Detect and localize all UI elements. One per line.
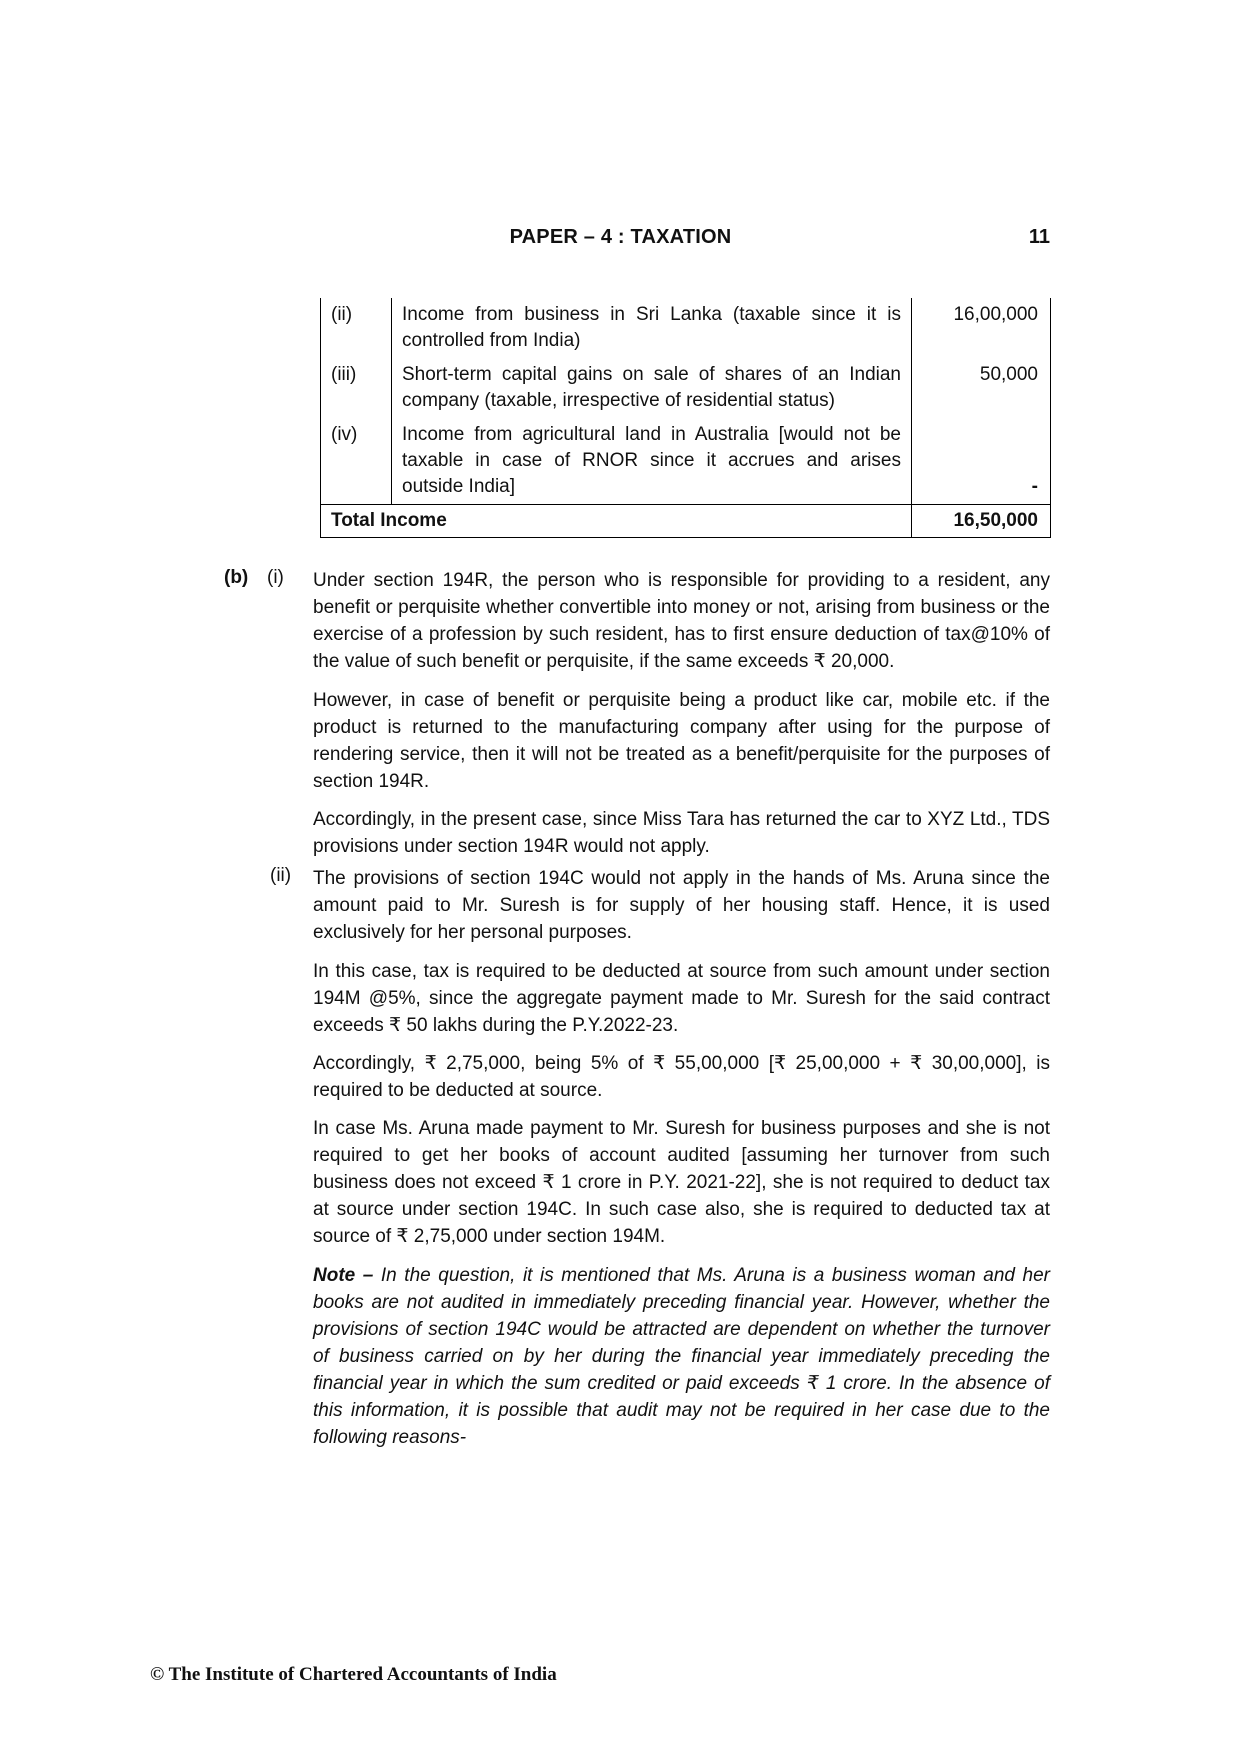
row-amount: 50,000 — [912, 358, 1051, 418]
part-ii-label: (ii) — [270, 865, 292, 886]
paragraph: Accordingly, in the present case, since Miss Tara has returned the car to XYZ Ltd., TDS provisions under section 194R would not apply. — [313, 809, 1050, 857]
page-number: 11 — [1028, 226, 1050, 248]
paragraph: In this case, tax is required to be deducted at source from such amount under section 194M @5%, since the aggregate payment made to Mr. Suresh for the said contract exceeds ₹ 50 lakhs during the P.Y.2022-23. — [313, 961, 1050, 1036]
page-header-title: PAPER – 4 : TAXATION — [509, 226, 732, 248]
paragraph: The provisions of section 194C would not apply in the hands of Ms. Aruna since the amount paid to Mr. Suresh is for supply of her housing staff. Hence, it is used exclusively for her personal purposes. — [313, 868, 1050, 943]
table-row — [321, 418, 1051, 505]
table-row — [321, 298, 1051, 358]
paragraph: Accordingly, ₹ 2,75,000, being 5% of ₹ 55,00,000 [₹ 25,00,000 + ₹ 30,00,000], is required to be deducted at source. — [313, 1053, 1050, 1101]
row-amount: - — [912, 418, 1051, 505]
paragraph: In case Ms. Aruna made payment to Mr. Suresh for business purposes and she is not required to get her books of account audited [assuming her turnover from such business does not exceed ₹ 1 crore in P.Y. 2021-22], she is not required to deduct tax at source under section 194C. In such case also, she is required to deducted tax at source of ₹ 2,75,000 under section 194M. — [313, 1118, 1050, 1247]
row-amount: 16,00,000 — [912, 298, 1051, 358]
note-paragraph — [313, 1262, 1050, 1451]
row-number: (iii) — [321, 358, 392, 418]
part-i-label: (i) — [267, 567, 284, 588]
paragraph: However, in case of benefit or perquisite being a product like car, mobile etc. if the product is returned to the manufacturing company after using for the purpose of rendering service, then it will not be treated as a benefit/perquisite for the purposes of section 194R. — [313, 690, 1050, 792]
footer-copyright: © The Institute of Chartered Accountants of India — [150, 1664, 557, 1685]
total-row — [321, 505, 1051, 538]
row-description: Income from agricultural land in Australia [would not be taxable in case of RNOR since it accrues and arises outside India] — [392, 418, 912, 505]
row-number: (iv) — [321, 418, 392, 505]
income-table — [320, 298, 1051, 538]
row-description: Income from business in Sri Lanka (taxable since it is controlled from India) — [392, 298, 912, 358]
note-label: Note – — [313, 1265, 374, 1286]
row-number: (ii) — [321, 298, 392, 358]
section-b-label: (b) — [224, 567, 249, 588]
table-row — [321, 358, 1051, 418]
total-amount: 16,50,000 — [912, 505, 1051, 538]
row-description: Short-term capital gains on sale of shares of an Indian company (taxable, irrespective of residential status) — [392, 358, 912, 418]
note-text: In the question, it is mentioned that Ms. Aruna is a business woman and her books are not audited in immediately preceding financial year. However, whether the provisions of section 194C would be attracted are dependent on whether the turnover of business carried on by her during the financial year immediately preceding the financial year in which the sum credited or paid exceeds ₹ 1 crore. In the absence of this information, it is possible that audit may not be required in her case due to the following reasons- — [313, 1265, 1050, 1448]
total-label: Total Income — [321, 505, 912, 538]
paragraph: Under section 194R, the person who is responsible for providing to a resident, any benefit or perquisite whether convertible into money or not, arising from business or the exercise of a profession by such resident, has to first ensure deduction of tax@10% of the value of such benefit or perquisite, if the same exceeds ₹ 20,000. — [313, 570, 1050, 672]
